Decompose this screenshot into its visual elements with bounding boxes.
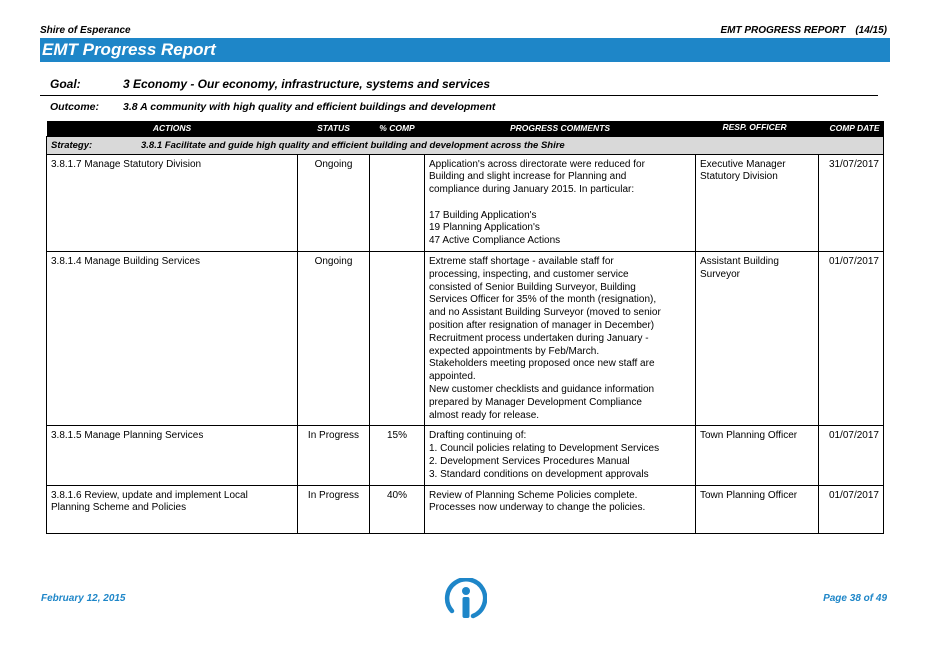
progress-comments-cell: Review of Planning Scheme Policies complete. Processes now underway to change the policies.: [425, 485, 696, 533]
banner-title: EMT Progress Report: [42, 40, 216, 59]
header-status: STATUS: [298, 121, 370, 136]
header-progress-comments: PROGRESS COMMENTS: [425, 121, 696, 136]
outcome-label: Outcome:: [50, 101, 100, 113]
goal-divider: [40, 95, 878, 96]
goal-label: Goal:: [50, 77, 81, 91]
header-comp-date: COMP DATE: [819, 121, 884, 136]
strategy-label: Strategy:: [51, 139, 93, 151]
strategy-row: [47, 136, 884, 154]
status-cell: In Progress: [298, 485, 370, 533]
title-banner: [40, 38, 890, 62]
status-cell: In Progress: [298, 426, 370, 485]
table-header-row: [47, 121, 884, 136]
comp-date-cell: 01/07/2017: [819, 485, 884, 533]
progress-table: [46, 121, 884, 534]
table-row: [47, 154, 884, 252]
resp-officer-cell: Town Planning Officer: [696, 485, 819, 533]
comp-date-cell: 01/07/2017: [819, 426, 884, 485]
table-row: [47, 426, 884, 485]
action-cell: 3.8.1.4 Manage Building Services: [47, 252, 298, 426]
resp-officer-cell: Town Planning Officer: [696, 426, 819, 485]
action-cell: 3.8.1.7 Manage Statutory Division: [47, 154, 298, 252]
strategy-cell: [47, 136, 884, 154]
page-number: Page 38 of 49: [823, 593, 887, 604]
outcome-text: 3.8 A community with high quality and efficient buildings and development: [123, 101, 496, 113]
action-cell: 3.8.1.6 Review, update and implement Local Planning Scheme and Policies: [47, 485, 298, 533]
pct-comp-cell: [370, 154, 425, 252]
pct-comp-cell: 40%: [370, 485, 425, 533]
progress-comments-cell: Drafting continuing of: 1. Council policies relating to Development Services 2. Development Services Procedures Manual 3. Standard conditions on development approvals: [425, 426, 696, 485]
pct-comp-cell: 15%: [370, 426, 425, 485]
resp-officer-cell: Executive Manager Statutory Division: [696, 154, 819, 252]
action-cell: 3.8.1.5 Manage Planning Services: [47, 426, 298, 485]
footer-date: February 12, 2015: [41, 593, 126, 604]
report-period: (14/15): [855, 25, 887, 36]
shire-logo-icon: [443, 578, 487, 620]
report-header: [720, 25, 887, 36]
organisation-name: Shire of Esperance: [40, 25, 131, 36]
status-cell: Ongoing: [298, 252, 370, 426]
goal-text: 3 Economy - Our economy, infrastructure, systems and services: [123, 77, 491, 91]
comp-date-cell: 31/07/2017: [819, 154, 884, 252]
comp-date-cell: 01/07/2017: [819, 252, 884, 426]
strategy-text: 3.8.1 Facilitate and guide high quality and efficient building and development across the Shire: [141, 139, 565, 151]
resp-officer-cell: Assistant Building Surveyor: [696, 252, 819, 426]
header-resp-officer: RESP. OFFICER: [696, 121, 819, 136]
report-title: EMT PROGRESS REPORT: [720, 25, 846, 36]
pct-comp-cell: [370, 252, 425, 426]
progress-comments-cell: Extreme staff shortage - available staff for processing, inspecting, and customer service consisted of Senior Building Surveyor, Building Services Officer for 35% of the month (resignation), and no Assistant Building Surveyor (moved to senior position after resignation of manager in December) Recruitment process undertaken during January - expected appointments by Feb/March. Stakeholders meeting proposed once new staff are appointed. New customer checklists and guidance information prepared by Manager Development Compliance almost ready for release.: [425, 252, 696, 426]
header-actions: ACTIONS: [47, 121, 298, 136]
header-pct-comp: % COMP: [370, 121, 425, 136]
status-cell: Ongoing: [298, 154, 370, 252]
progress-comments-cell: Application's across directorate were reduced for Building and slight increase for Planning and compliance during January 2015. In particular: 17 Building Application's 19 Planning Application's 47 Active Compliance Actions: [425, 154, 696, 252]
table-row: [47, 252, 884, 426]
table-row: [47, 485, 884, 533]
